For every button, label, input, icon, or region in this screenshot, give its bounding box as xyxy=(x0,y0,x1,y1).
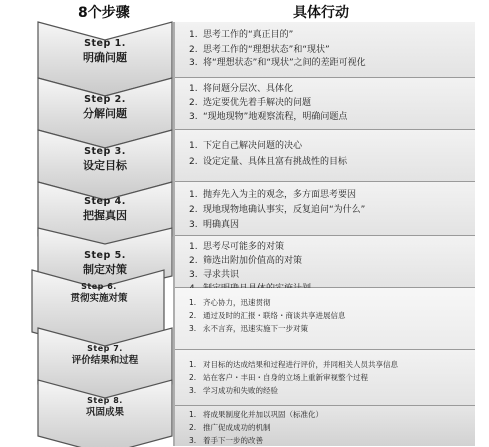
action-item: 1. 思考尽可能多的对策 xyxy=(189,242,285,252)
action-row-1 xyxy=(175,22,475,78)
step-label-8 xyxy=(50,396,160,420)
action-item: 2. 设定定量、具体且富有挑战性的目标 xyxy=(189,157,348,167)
action-item: 1. 抛弃先入为主的观念，多方面思考要因 xyxy=(189,190,357,200)
action-item: 3. 永不言弃，迅速实施下一步对策 xyxy=(189,324,308,333)
step-number: Step 2. xyxy=(84,94,126,105)
step-title: 评价结果和过程 xyxy=(71,354,139,366)
step-number: Step 4. xyxy=(84,196,126,207)
action-item: 1. 思考工作的“真正目的” xyxy=(189,30,294,40)
action-item: 1. 将问题分层次、具体化 xyxy=(189,84,294,94)
action-item: 2. 思考工作的“理想状态”和“现状” xyxy=(189,44,330,55)
actions-header: 具体行动 xyxy=(293,5,349,21)
action-item: 3. 着手下一步的改善 xyxy=(189,436,263,445)
step-number: Step 5. xyxy=(84,250,126,261)
step-label-5 xyxy=(50,250,160,274)
action-item: 2. 通过及时的汇报・联络・商谈共享进展信息 xyxy=(189,311,346,320)
step-label-1 xyxy=(50,38,160,66)
action-item: 1. 对目标的达成结果和过程进行评价，并同相关人员共享信息 xyxy=(189,360,398,369)
action-row-2 xyxy=(175,78,475,130)
action-item: 1. 下定自己解决问题的决心 xyxy=(189,141,303,151)
action-row-8 xyxy=(175,406,475,446)
action-item: 3. “现地现物”地观察流程，明确问题点 xyxy=(189,112,348,122)
step-label-2 xyxy=(50,94,160,122)
step-title: 巩固成果 xyxy=(85,406,124,418)
action-item: 1. 齐心协力，迅速贯彻 xyxy=(189,298,271,307)
action-item: 3. 学习成功和失败的经验 xyxy=(189,386,278,395)
action-row-3 xyxy=(175,130,475,182)
step-label-6 xyxy=(44,282,154,306)
step-number: Step 7. xyxy=(87,344,123,353)
step-title: 制定对策 xyxy=(83,262,127,276)
step-title: 贯彻实施对策 xyxy=(70,292,128,304)
action-row-4 xyxy=(175,182,475,236)
steps-header: 8个步骤 xyxy=(78,5,130,21)
step-label-4 xyxy=(50,196,160,224)
action-item: 2. 现地现物地确认事实，反复追问“为什么” xyxy=(189,205,366,215)
action-item: 2. 站在客户・丰田・自身的立场上重新审视整个过程 xyxy=(189,373,368,382)
action-item: 2. 选定要优先着手解决的问题 xyxy=(189,98,312,108)
action-item: 3. 将“理想状态”和“现状”之间的差距可视化 xyxy=(189,57,366,68)
action-row-5 xyxy=(175,236,475,288)
step-number: Step 6. xyxy=(81,282,117,291)
step-title: 把握真因 xyxy=(83,208,127,222)
step-label-3 xyxy=(50,146,160,174)
step-label-7 xyxy=(50,344,160,368)
action-item: 3. 寻求共识 xyxy=(189,270,240,280)
step-number: Step 3. xyxy=(84,146,126,157)
step-number: Step 8. xyxy=(87,396,123,405)
action-item: 2. 筛选出附加价值高的对策 xyxy=(189,256,303,266)
action-item: 2. 推广促成成功的机制 xyxy=(189,423,271,432)
action-item: 1. 将成果制度化并加以巩固（标准化） xyxy=(189,410,323,419)
step-title: 设定目标 xyxy=(83,158,127,172)
action-row-6 xyxy=(175,288,475,350)
actions-panel xyxy=(175,22,475,446)
step-title: 明确问题 xyxy=(83,50,127,64)
action-row-7 xyxy=(175,350,475,406)
action-item: 3. 明确真因 xyxy=(189,220,240,230)
step-number: Step 1. xyxy=(84,38,126,49)
step-title: 分解问题 xyxy=(83,106,127,120)
